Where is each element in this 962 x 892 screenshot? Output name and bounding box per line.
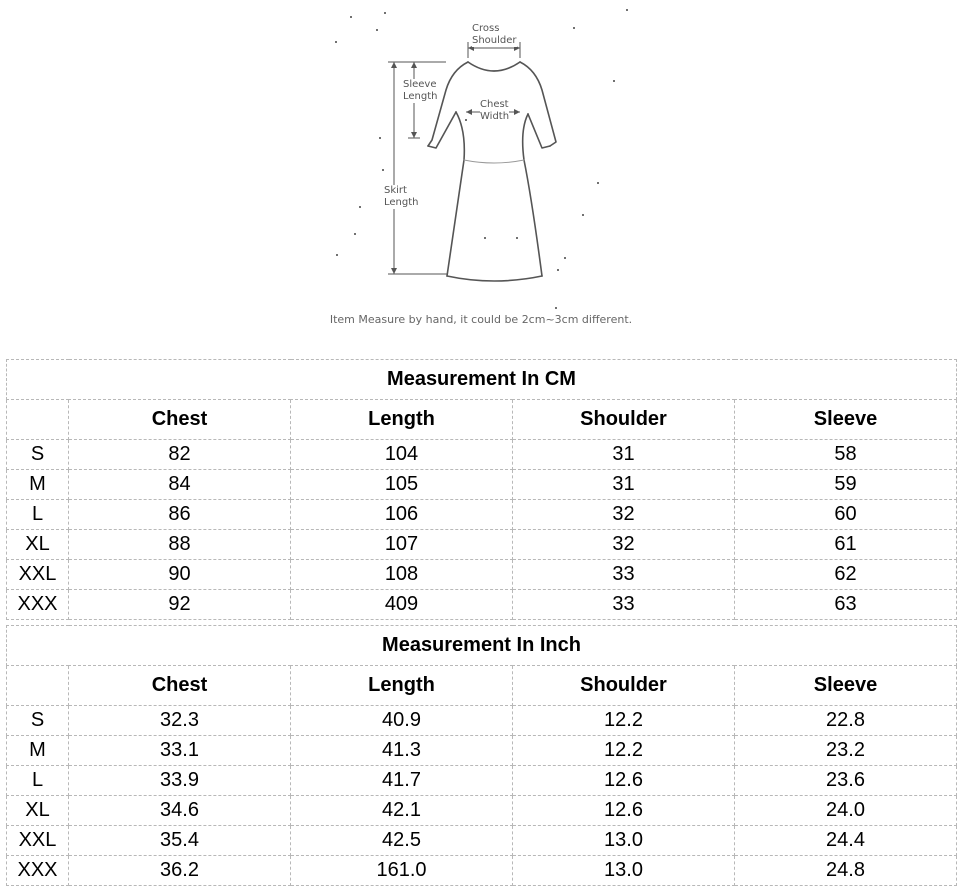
table-cell: 63 bbox=[735, 590, 957, 620]
size-cell: XL bbox=[7, 796, 69, 826]
table-cell: 23.2 bbox=[735, 736, 957, 766]
table-cell: 41.7 bbox=[291, 766, 513, 796]
table-cell: 31 bbox=[513, 470, 735, 500]
column-header: Shoulder bbox=[513, 666, 735, 706]
table-cell: 32.3 bbox=[69, 706, 291, 736]
table-cell: 61 bbox=[735, 530, 957, 560]
table-cell: 59 bbox=[735, 470, 957, 500]
table-cell: 82 bbox=[69, 440, 291, 470]
table-cell: 35.4 bbox=[69, 826, 291, 856]
table-row bbox=[7, 590, 957, 620]
table-cell: 62 bbox=[735, 560, 957, 590]
table-cell: 90 bbox=[69, 560, 291, 590]
table-cell: 33 bbox=[513, 560, 735, 590]
size-cell: XXX bbox=[7, 590, 69, 620]
size-cell: L bbox=[7, 766, 69, 796]
table-cell: 33.9 bbox=[69, 766, 291, 796]
column-header: Sleeve bbox=[735, 400, 957, 440]
measurement-diagram bbox=[0, 0, 962, 352]
table-row bbox=[7, 856, 957, 886]
column-header bbox=[7, 400, 69, 440]
table-row bbox=[7, 560, 957, 590]
table-cell: 92 bbox=[69, 590, 291, 620]
inch-size-table bbox=[6, 625, 957, 886]
table-cell: 84 bbox=[69, 470, 291, 500]
table-cell: 40.9 bbox=[291, 706, 513, 736]
column-header: Length bbox=[291, 666, 513, 706]
table-cell: 36.2 bbox=[69, 856, 291, 886]
size-cell: S bbox=[7, 706, 69, 736]
table-row bbox=[7, 736, 957, 766]
table-cell: 34.6 bbox=[69, 796, 291, 826]
table-row bbox=[7, 500, 957, 530]
size-cell: L bbox=[7, 500, 69, 530]
table-cell: 86 bbox=[69, 500, 291, 530]
size-cell: XXL bbox=[7, 826, 69, 856]
table-cell: 161.0 bbox=[291, 856, 513, 886]
table-cell: 24.0 bbox=[735, 796, 957, 826]
table-cell: 12.2 bbox=[513, 706, 735, 736]
table-row bbox=[7, 766, 957, 796]
table-cell: 32 bbox=[513, 500, 735, 530]
column-header: Chest bbox=[69, 666, 291, 706]
table-cell: 31 bbox=[513, 440, 735, 470]
sleeve-length-label: Sleeve Length bbox=[403, 79, 438, 102]
table-cell: 12.6 bbox=[513, 766, 735, 796]
table-cell: 22.8 bbox=[735, 706, 957, 736]
table-cell: 41.3 bbox=[291, 736, 513, 766]
chest-width-label: Chest Width bbox=[480, 99, 510, 122]
size-cell: XL bbox=[7, 530, 69, 560]
table-row bbox=[7, 706, 957, 736]
size-cell: S bbox=[7, 440, 69, 470]
table-cell: 42.5 bbox=[291, 826, 513, 856]
column-header: Shoulder bbox=[513, 400, 735, 440]
table-cell: 409 bbox=[291, 590, 513, 620]
table-cell: 60 bbox=[735, 500, 957, 530]
table-cell: 107 bbox=[291, 530, 513, 560]
table-cell: 24.8 bbox=[735, 856, 957, 886]
table-row bbox=[7, 530, 957, 560]
table-row bbox=[7, 440, 957, 470]
size-cell: M bbox=[7, 736, 69, 766]
measurement-note: Item Measure by hand, it could be 2cm~3cm different. bbox=[329, 313, 633, 326]
column-header: Length bbox=[291, 400, 513, 440]
column-header: Chest bbox=[69, 400, 291, 440]
table-cell: 33.1 bbox=[69, 736, 291, 766]
table-cell: 108 bbox=[291, 560, 513, 590]
table-row bbox=[7, 470, 957, 500]
table-cell: 42.1 bbox=[291, 796, 513, 826]
cross-shoulder-label: Cross Shoulder bbox=[472, 23, 517, 46]
cm-size-table bbox=[6, 359, 957, 620]
table-title: Measurement In Inch bbox=[7, 626, 957, 666]
table-cell: 12.2 bbox=[513, 736, 735, 766]
table-cell: 13.0 bbox=[513, 856, 735, 886]
table-cell: 33 bbox=[513, 590, 735, 620]
size-cell: M bbox=[7, 470, 69, 500]
table-cell: 13.0 bbox=[513, 826, 735, 856]
size-cell: XXX bbox=[7, 856, 69, 886]
dress-illustration bbox=[0, 0, 962, 352]
table-cell: 104 bbox=[291, 440, 513, 470]
table-cell: 32 bbox=[513, 530, 735, 560]
table-cell: 24.4 bbox=[735, 826, 957, 856]
table-cell: 105 bbox=[291, 470, 513, 500]
table-title: Measurement In CM bbox=[7, 360, 957, 400]
size-cell: XXL bbox=[7, 560, 69, 590]
column-header: Sleeve bbox=[735, 666, 957, 706]
skirt-length-label: Skirt Length bbox=[384, 185, 419, 208]
table-row bbox=[7, 826, 957, 856]
table-cell: 58 bbox=[735, 440, 957, 470]
column-header bbox=[7, 666, 69, 706]
table-cell: 23.6 bbox=[735, 766, 957, 796]
table-cell: 12.6 bbox=[513, 796, 735, 826]
table-row bbox=[7, 796, 957, 826]
table-cell: 88 bbox=[69, 530, 291, 560]
table-cell: 106 bbox=[291, 500, 513, 530]
